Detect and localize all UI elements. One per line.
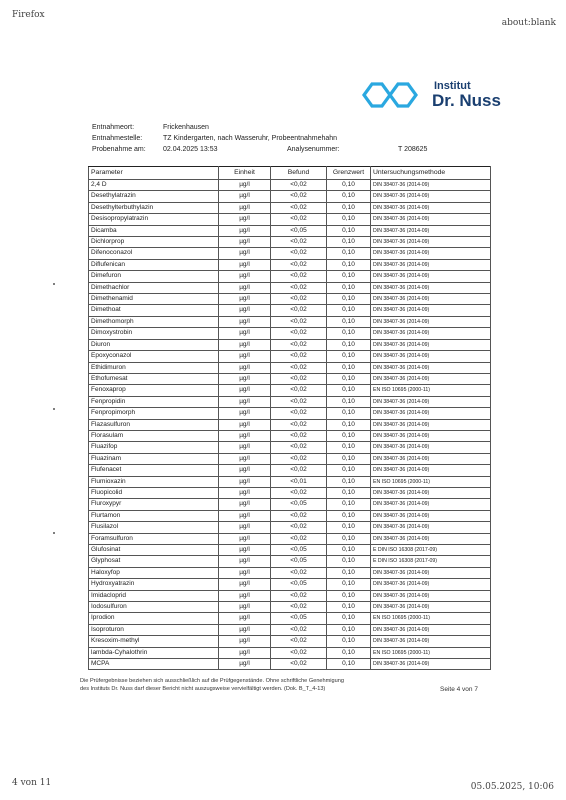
table-header-row xyxy=(89,167,491,180)
cell-einheit: µg/l xyxy=(219,590,271,601)
disclaimer-line2: des Instituts Dr. Nuss darf dieser Bericht nicht auszugsweise vervielfältigt werden. (Dok. B_T_4-13) xyxy=(80,686,326,692)
cell-methode: DIN 38407-36 (2014-09) xyxy=(371,499,491,510)
cell-parameter: Dichlorprop xyxy=(89,237,219,248)
cell-parameter: Fenpropidin xyxy=(89,396,219,407)
cell-parameter: Flurtamon xyxy=(89,510,219,521)
cell-methode: DIN 38407-36 (2014-09) xyxy=(371,636,491,647)
cell-befund: <0,02 xyxy=(271,522,327,533)
table-row xyxy=(89,339,491,350)
table-row xyxy=(89,396,491,407)
analysen-label: Analysenummer: xyxy=(287,146,340,153)
cell-befund: <0,02 xyxy=(271,294,327,305)
cell-parameter: Desethylterbuthylazin xyxy=(89,202,219,213)
cell-einheit: µg/l xyxy=(219,465,271,476)
cell-parameter: Diflufenican xyxy=(89,259,219,270)
table-row xyxy=(89,590,491,601)
cell-methode: DIN 38407-36 (2014-09) xyxy=(371,351,491,362)
table-row xyxy=(89,487,491,498)
cell-einheit: µg/l xyxy=(219,259,271,270)
cell-parameter: Imidacloprid xyxy=(89,590,219,601)
cell-befund: <0,02 xyxy=(271,465,327,476)
cell-einheit: µg/l xyxy=(219,214,271,225)
cell-einheit: µg/l xyxy=(219,613,271,624)
cell-befund: <0,02 xyxy=(271,351,327,362)
cell-methode: DIN 38407-36 (2014-09) xyxy=(371,180,491,191)
cell-methode: EN ISO 10695 (2000-11) xyxy=(371,647,491,658)
table-row xyxy=(89,499,491,510)
table-row xyxy=(89,191,491,202)
cell-parameter: Iodosulfuron xyxy=(89,602,219,613)
cell-einheit: µg/l xyxy=(219,499,271,510)
cell-grenzwert: 0,10 xyxy=(327,214,371,225)
table-row xyxy=(89,567,491,578)
cell-grenzwert: 0,10 xyxy=(327,613,371,624)
logo-line1: Institut xyxy=(434,80,471,92)
cell-methode: DIN 38407-36 (2014-09) xyxy=(371,510,491,521)
cell-grenzwert: 0,10 xyxy=(327,590,371,601)
cell-grenzwert: 0,10 xyxy=(327,248,371,259)
cell-grenzwert: 0,10 xyxy=(327,545,371,556)
cell-methode: DIN 38407-36 (2014-09) xyxy=(371,430,491,441)
cell-einheit: µg/l xyxy=(219,180,271,191)
disclaimer-note xyxy=(80,677,410,693)
cell-parameter: Hydroxyatrazin xyxy=(89,579,219,590)
table-row xyxy=(89,533,491,544)
cell-methode: DIN 38407-36 (2014-09) xyxy=(371,214,491,225)
cell-parameter: Kresoxim-methyl xyxy=(89,636,219,647)
entnahmestelle-label: Entnahmestelle: xyxy=(92,135,143,142)
table-row xyxy=(89,453,491,464)
cell-einheit: µg/l xyxy=(219,522,271,533)
cell-einheit: µg/l xyxy=(219,237,271,248)
cell-grenzwert: 0,10 xyxy=(327,487,371,498)
cell-methode: DIN 38407-36 (2014-09) xyxy=(371,579,491,590)
cell-parameter: Fenpropimorph xyxy=(89,408,219,419)
cell-befund: <0,05 xyxy=(271,499,327,510)
cell-parameter: Flufenacet xyxy=(89,465,219,476)
cell-befund: <0,02 xyxy=(271,248,327,259)
cell-methode: DIN 38407-36 (2014-09) xyxy=(371,362,491,373)
margin-dot xyxy=(53,532,55,534)
cell-grenzwert: 0,10 xyxy=(327,522,371,533)
cell-parameter: Flusilazol xyxy=(89,522,219,533)
cell-befund: <0,05 xyxy=(271,225,327,236)
page-number: Seite 4 von 7 xyxy=(440,686,478,693)
cell-parameter: Dimoxystrobin xyxy=(89,328,219,339)
cell-grenzwert: 0,10 xyxy=(327,567,371,578)
cell-befund: <0,02 xyxy=(271,567,327,578)
cell-methode: DIN 38407-36 (2014-09) xyxy=(371,248,491,259)
cell-methode: DIN 38407-36 (2014-09) xyxy=(371,590,491,601)
cell-grenzwert: 0,10 xyxy=(327,659,371,670)
table-row xyxy=(89,476,491,487)
cell-methode: DIN 38407-36 (2014-09) xyxy=(371,237,491,248)
header-methode: Untersuchungsmethode xyxy=(371,167,491,180)
cell-methode: DIN 38407-36 (2014-09) xyxy=(371,373,491,384)
cell-methode: DIN 38407-36 (2014-09) xyxy=(371,282,491,293)
cell-befund: <0,02 xyxy=(271,316,327,327)
cell-befund: <0,02 xyxy=(271,191,327,202)
table-row xyxy=(89,214,491,225)
cell-einheit: µg/l xyxy=(219,487,271,498)
cell-methode: DIN 38407-36 (2014-09) xyxy=(371,533,491,544)
cell-befund: <0,02 xyxy=(271,419,327,430)
cell-methode: DIN 38407-36 (2014-09) xyxy=(371,419,491,430)
cell-parameter: Glyphosat xyxy=(89,556,219,567)
cell-einheit: µg/l xyxy=(219,602,271,613)
table-row xyxy=(89,351,491,362)
cell-befund: <0,02 xyxy=(271,373,327,384)
cell-parameter: Fenoxaprop xyxy=(89,385,219,396)
cell-befund: <0,02 xyxy=(271,282,327,293)
cell-grenzwert: 0,10 xyxy=(327,453,371,464)
table-row xyxy=(89,624,491,635)
table-row xyxy=(89,328,491,339)
header-einheit: Einheit xyxy=(219,167,271,180)
cell-parameter: Dimethenamid xyxy=(89,294,219,305)
table-row xyxy=(89,430,491,441)
cell-befund: <0,02 xyxy=(271,590,327,601)
cell-einheit: µg/l xyxy=(219,396,271,407)
cell-methode: DIN 38407-36 (2014-09) xyxy=(371,225,491,236)
cell-befund: <0,02 xyxy=(271,259,327,270)
cell-befund: <0,02 xyxy=(271,533,327,544)
cell-methode: DIN 38407-36 (2014-09) xyxy=(371,328,491,339)
cell-grenzwert: 0,10 xyxy=(327,465,371,476)
results-table xyxy=(88,166,491,670)
cell-einheit: µg/l xyxy=(219,419,271,430)
cell-parameter: Isoproturon xyxy=(89,624,219,635)
cell-parameter: Haloxyfop xyxy=(89,567,219,578)
cell-befund: <0,02 xyxy=(271,624,327,635)
cell-befund: <0,02 xyxy=(271,396,327,407)
table-row xyxy=(89,442,491,453)
cell-einheit: µg/l xyxy=(219,191,271,202)
cell-grenzwert: 0,10 xyxy=(327,510,371,521)
table-row xyxy=(89,225,491,236)
cell-grenzwert: 0,10 xyxy=(327,362,371,373)
cell-einheit: µg/l xyxy=(219,294,271,305)
cell-parameter: Diuron xyxy=(89,339,219,350)
cell-einheit: µg/l xyxy=(219,510,271,521)
cell-methode: DIN 38407-36 (2014-09) xyxy=(371,465,491,476)
disclaimer-line1: Die Prüfergebnisse beziehen sich ausschließlich auf die Prüfgegenstände. Ohne schriftliche Genehmigung xyxy=(80,678,344,684)
table-row xyxy=(89,180,491,191)
print-page-counter: 4 von 11 xyxy=(12,778,52,788)
cell-parameter: Difenoconazol xyxy=(89,248,219,259)
cell-parameter: Fluopicolid xyxy=(89,487,219,498)
cell-grenzwert: 0,10 xyxy=(327,533,371,544)
cell-grenzwert: 0,10 xyxy=(327,305,371,316)
probenahme-label: Probenahme am: xyxy=(92,146,146,153)
cell-parameter: Flumioxazin xyxy=(89,476,219,487)
cell-befund: <0,02 xyxy=(271,328,327,339)
cell-grenzwert: 0,10 xyxy=(327,636,371,647)
cell-befund: <0,02 xyxy=(271,202,327,213)
cell-einheit: µg/l xyxy=(219,556,271,567)
cell-grenzwert: 0,10 xyxy=(327,191,371,202)
table-row xyxy=(89,613,491,624)
browser-url: about:blank xyxy=(501,18,556,28)
cell-befund: <0,02 xyxy=(271,180,327,191)
cell-grenzwert: 0,10 xyxy=(327,259,371,270)
cell-befund: <0,02 xyxy=(271,430,327,441)
cell-befund: <0,05 xyxy=(271,579,327,590)
cell-parameter: Flazasulfuron xyxy=(89,419,219,430)
header-parameter: Parameter xyxy=(89,167,219,180)
cell-einheit: µg/l xyxy=(219,385,271,396)
cell-einheit: µg/l xyxy=(219,624,271,635)
cell-methode: DIN 38407-36 (2014-09) xyxy=(371,316,491,327)
cell-grenzwert: 0,10 xyxy=(327,202,371,213)
cell-einheit: µg/l xyxy=(219,636,271,647)
table-row xyxy=(89,636,491,647)
cell-methode: DIN 38407-36 (2014-09) xyxy=(371,396,491,407)
browser-app-name: Firefox xyxy=(12,10,45,20)
cell-methode: DIN 38407-36 (2014-09) xyxy=(371,659,491,670)
cell-methode: DIN 38407-36 (2014-09) xyxy=(371,408,491,419)
table-row xyxy=(89,362,491,373)
table-row xyxy=(89,602,491,613)
cell-befund: <0,02 xyxy=(271,647,327,658)
cell-einheit: µg/l xyxy=(219,328,271,339)
entnahmeort-value: Frickenhausen xyxy=(163,124,209,131)
analysen-value: T 208625 xyxy=(398,146,428,153)
cell-grenzwert: 0,10 xyxy=(327,328,371,339)
cell-parameter: Dimethomorph xyxy=(89,316,219,327)
cell-befund: <0,02 xyxy=(271,271,327,282)
cell-methode: EN ISO 10695 (2000-11) xyxy=(371,476,491,487)
cell-befund: <0,02 xyxy=(271,487,327,498)
print-timestamp: 05.05.2025, 10:06 xyxy=(470,782,554,792)
cell-parameter: Desethylatrazin xyxy=(89,191,219,202)
cell-parameter: Epoxyconazol xyxy=(89,351,219,362)
cell-parameter: Dimethachlor xyxy=(89,282,219,293)
cell-methode: DIN 38407-36 (2014-09) xyxy=(371,271,491,282)
cell-methode: DIN 38407-36 (2014-09) xyxy=(371,339,491,350)
table-row xyxy=(89,556,491,567)
margin-dot xyxy=(53,283,55,285)
cell-grenzwert: 0,10 xyxy=(327,408,371,419)
cell-grenzwert: 0,10 xyxy=(327,499,371,510)
cell-einheit: µg/l xyxy=(219,351,271,362)
table-row xyxy=(89,465,491,476)
cell-befund: <0,02 xyxy=(271,602,327,613)
cell-einheit: µg/l xyxy=(219,362,271,373)
cell-parameter: Ethofumesat xyxy=(89,373,219,384)
table-row xyxy=(89,282,491,293)
probenahme-value: 02.04.2025 13:53 xyxy=(163,146,218,153)
cell-parameter: lambda-Cyhalothrin xyxy=(89,647,219,658)
table-row xyxy=(89,271,491,282)
table-row xyxy=(89,408,491,419)
margin-dot xyxy=(53,408,55,410)
cell-grenzwert: 0,10 xyxy=(327,430,371,441)
cell-einheit: µg/l xyxy=(219,659,271,670)
cell-befund: <0,02 xyxy=(271,442,327,453)
cell-befund: <0,02 xyxy=(271,636,327,647)
cell-parameter: Dimefuron xyxy=(89,271,219,282)
cell-einheit: µg/l xyxy=(219,282,271,293)
cell-parameter: Iprodion xyxy=(89,613,219,624)
table-row xyxy=(89,647,491,658)
cell-methode: DIN 38407-36 (2014-09) xyxy=(371,453,491,464)
cell-einheit: µg/l xyxy=(219,225,271,236)
cell-befund: <0,02 xyxy=(271,453,327,464)
table-row xyxy=(89,510,491,521)
cell-einheit: µg/l xyxy=(219,430,271,441)
cell-grenzwert: 0,10 xyxy=(327,351,371,362)
cell-methode: EN ISO 10695 (2000-11) xyxy=(371,385,491,396)
table-row xyxy=(89,202,491,213)
cell-befund: <0,02 xyxy=(271,408,327,419)
cell-grenzwert: 0,10 xyxy=(327,316,371,327)
cell-grenzwert: 0,10 xyxy=(327,602,371,613)
table-row xyxy=(89,373,491,384)
cell-grenzwert: 0,10 xyxy=(327,396,371,407)
cell-methode: DIN 38407-36 (2014-09) xyxy=(371,202,491,213)
cell-parameter: Fluroxypyr xyxy=(89,499,219,510)
cell-einheit: µg/l xyxy=(219,647,271,658)
table-row xyxy=(89,294,491,305)
cell-grenzwert: 0,10 xyxy=(327,442,371,453)
table-row xyxy=(89,545,491,556)
cell-methode: EN ISO 10695 (2000-11) xyxy=(371,613,491,624)
cell-befund: <0,02 xyxy=(271,214,327,225)
cell-einheit: µg/l xyxy=(219,579,271,590)
cell-befund: <0,02 xyxy=(271,362,327,373)
entnahmestelle-value: TZ Kindergarten, nach Wasseruhr, Probeentnahmehahn xyxy=(163,135,338,142)
table-row xyxy=(89,579,491,590)
cell-parameter: Glufosinat xyxy=(89,545,219,556)
cell-einheit: µg/l xyxy=(219,567,271,578)
cell-befund: <0,02 xyxy=(271,237,327,248)
cell-grenzwert: 0,10 xyxy=(327,294,371,305)
cell-parameter: Ethidimuron xyxy=(89,362,219,373)
cell-methode: DIN 38407-36 (2014-09) xyxy=(371,602,491,613)
cell-parameter: Fluazifop xyxy=(89,442,219,453)
cell-parameter: Dicamba xyxy=(89,225,219,236)
cell-grenzwert: 0,10 xyxy=(327,647,371,658)
cell-grenzwert: 0,10 xyxy=(327,579,371,590)
cell-grenzwert: 0,10 xyxy=(327,339,371,350)
cell-einheit: µg/l xyxy=(219,545,271,556)
cell-grenzwert: 0,10 xyxy=(327,385,371,396)
cell-parameter: MCPA xyxy=(89,659,219,670)
cell-befund: <0,05 xyxy=(271,613,327,624)
cell-methode: DIN 38407-36 (2014-09) xyxy=(371,442,491,453)
cell-parameter: Desisopropylatrazin xyxy=(89,214,219,225)
table-row xyxy=(89,419,491,430)
entnahmeort-label: Entnahmeort: xyxy=(92,124,135,131)
table-row xyxy=(89,385,491,396)
cell-methode: DIN 38407-36 (2014-09) xyxy=(371,624,491,635)
cell-einheit: µg/l xyxy=(219,533,271,544)
cell-parameter: 2,4 D xyxy=(89,180,219,191)
cell-grenzwert: 0,10 xyxy=(327,476,371,487)
cell-befund: <0,05 xyxy=(271,556,327,567)
table-row xyxy=(89,522,491,533)
cell-parameter: Dimethoat xyxy=(89,305,219,316)
cell-einheit: µg/l xyxy=(219,339,271,350)
cell-parameter: Florasulam xyxy=(89,430,219,441)
table-row xyxy=(89,248,491,259)
header-befund: Befund xyxy=(271,167,327,180)
cell-einheit: µg/l xyxy=(219,316,271,327)
table-row xyxy=(89,659,491,670)
cell-befund: <0,02 xyxy=(271,305,327,316)
cell-methode: DIN 38407-36 (2014-09) xyxy=(371,191,491,202)
cell-grenzwert: 0,10 xyxy=(327,373,371,384)
table-row xyxy=(89,316,491,327)
cell-einheit: µg/l xyxy=(219,202,271,213)
cell-methode: DIN 38407-36 (2014-09) xyxy=(371,294,491,305)
cell-methode: DIN 38407-36 (2014-09) xyxy=(371,567,491,578)
cell-einheit: µg/l xyxy=(219,442,271,453)
cell-einheit: µg/l xyxy=(219,248,271,259)
cell-grenzwert: 0,10 xyxy=(327,419,371,430)
cell-befund: <0,02 xyxy=(271,385,327,396)
cell-grenzwert: 0,10 xyxy=(327,271,371,282)
cell-einheit: µg/l xyxy=(219,373,271,384)
cell-methode: E DIN ISO 16308 (2017-09) xyxy=(371,556,491,567)
cell-methode: DIN 38407-36 (2014-09) xyxy=(371,522,491,533)
table-row xyxy=(89,259,491,270)
cell-befund: <0,02 xyxy=(271,339,327,350)
cell-grenzwert: 0,10 xyxy=(327,624,371,635)
header-grenzwert: Grenzwert xyxy=(327,167,371,180)
cell-methode: E DIN ISO 16308 (2017-09) xyxy=(371,545,491,556)
cell-grenzwert: 0,10 xyxy=(327,282,371,293)
cell-einheit: µg/l xyxy=(219,408,271,419)
cell-einheit: µg/l xyxy=(219,271,271,282)
logo-line2: Dr. Nuss xyxy=(432,91,501,110)
table-row xyxy=(89,305,491,316)
cell-methode: DIN 38407-36 (2014-09) xyxy=(371,259,491,270)
cell-parameter: Foramsulfuron xyxy=(89,533,219,544)
cell-grenzwert: 0,10 xyxy=(327,180,371,191)
cell-befund: <0,01 xyxy=(271,476,327,487)
cell-methode: DIN 38407-36 (2014-09) xyxy=(371,305,491,316)
cell-befund: <0,02 xyxy=(271,659,327,670)
cell-grenzwert: 0,10 xyxy=(327,237,371,248)
cell-einheit: µg/l xyxy=(219,453,271,464)
cell-parameter: Fluazinam xyxy=(89,453,219,464)
cell-befund: <0,02 xyxy=(271,510,327,521)
cell-methode: DIN 38407-36 (2014-09) xyxy=(371,487,491,498)
cell-einheit: µg/l xyxy=(219,305,271,316)
cell-einheit: µg/l xyxy=(219,476,271,487)
table-row xyxy=(89,237,491,248)
cell-befund: <0,05 xyxy=(271,545,327,556)
cell-grenzwert: 0,10 xyxy=(327,225,371,236)
cell-grenzwert: 0,10 xyxy=(327,556,371,567)
